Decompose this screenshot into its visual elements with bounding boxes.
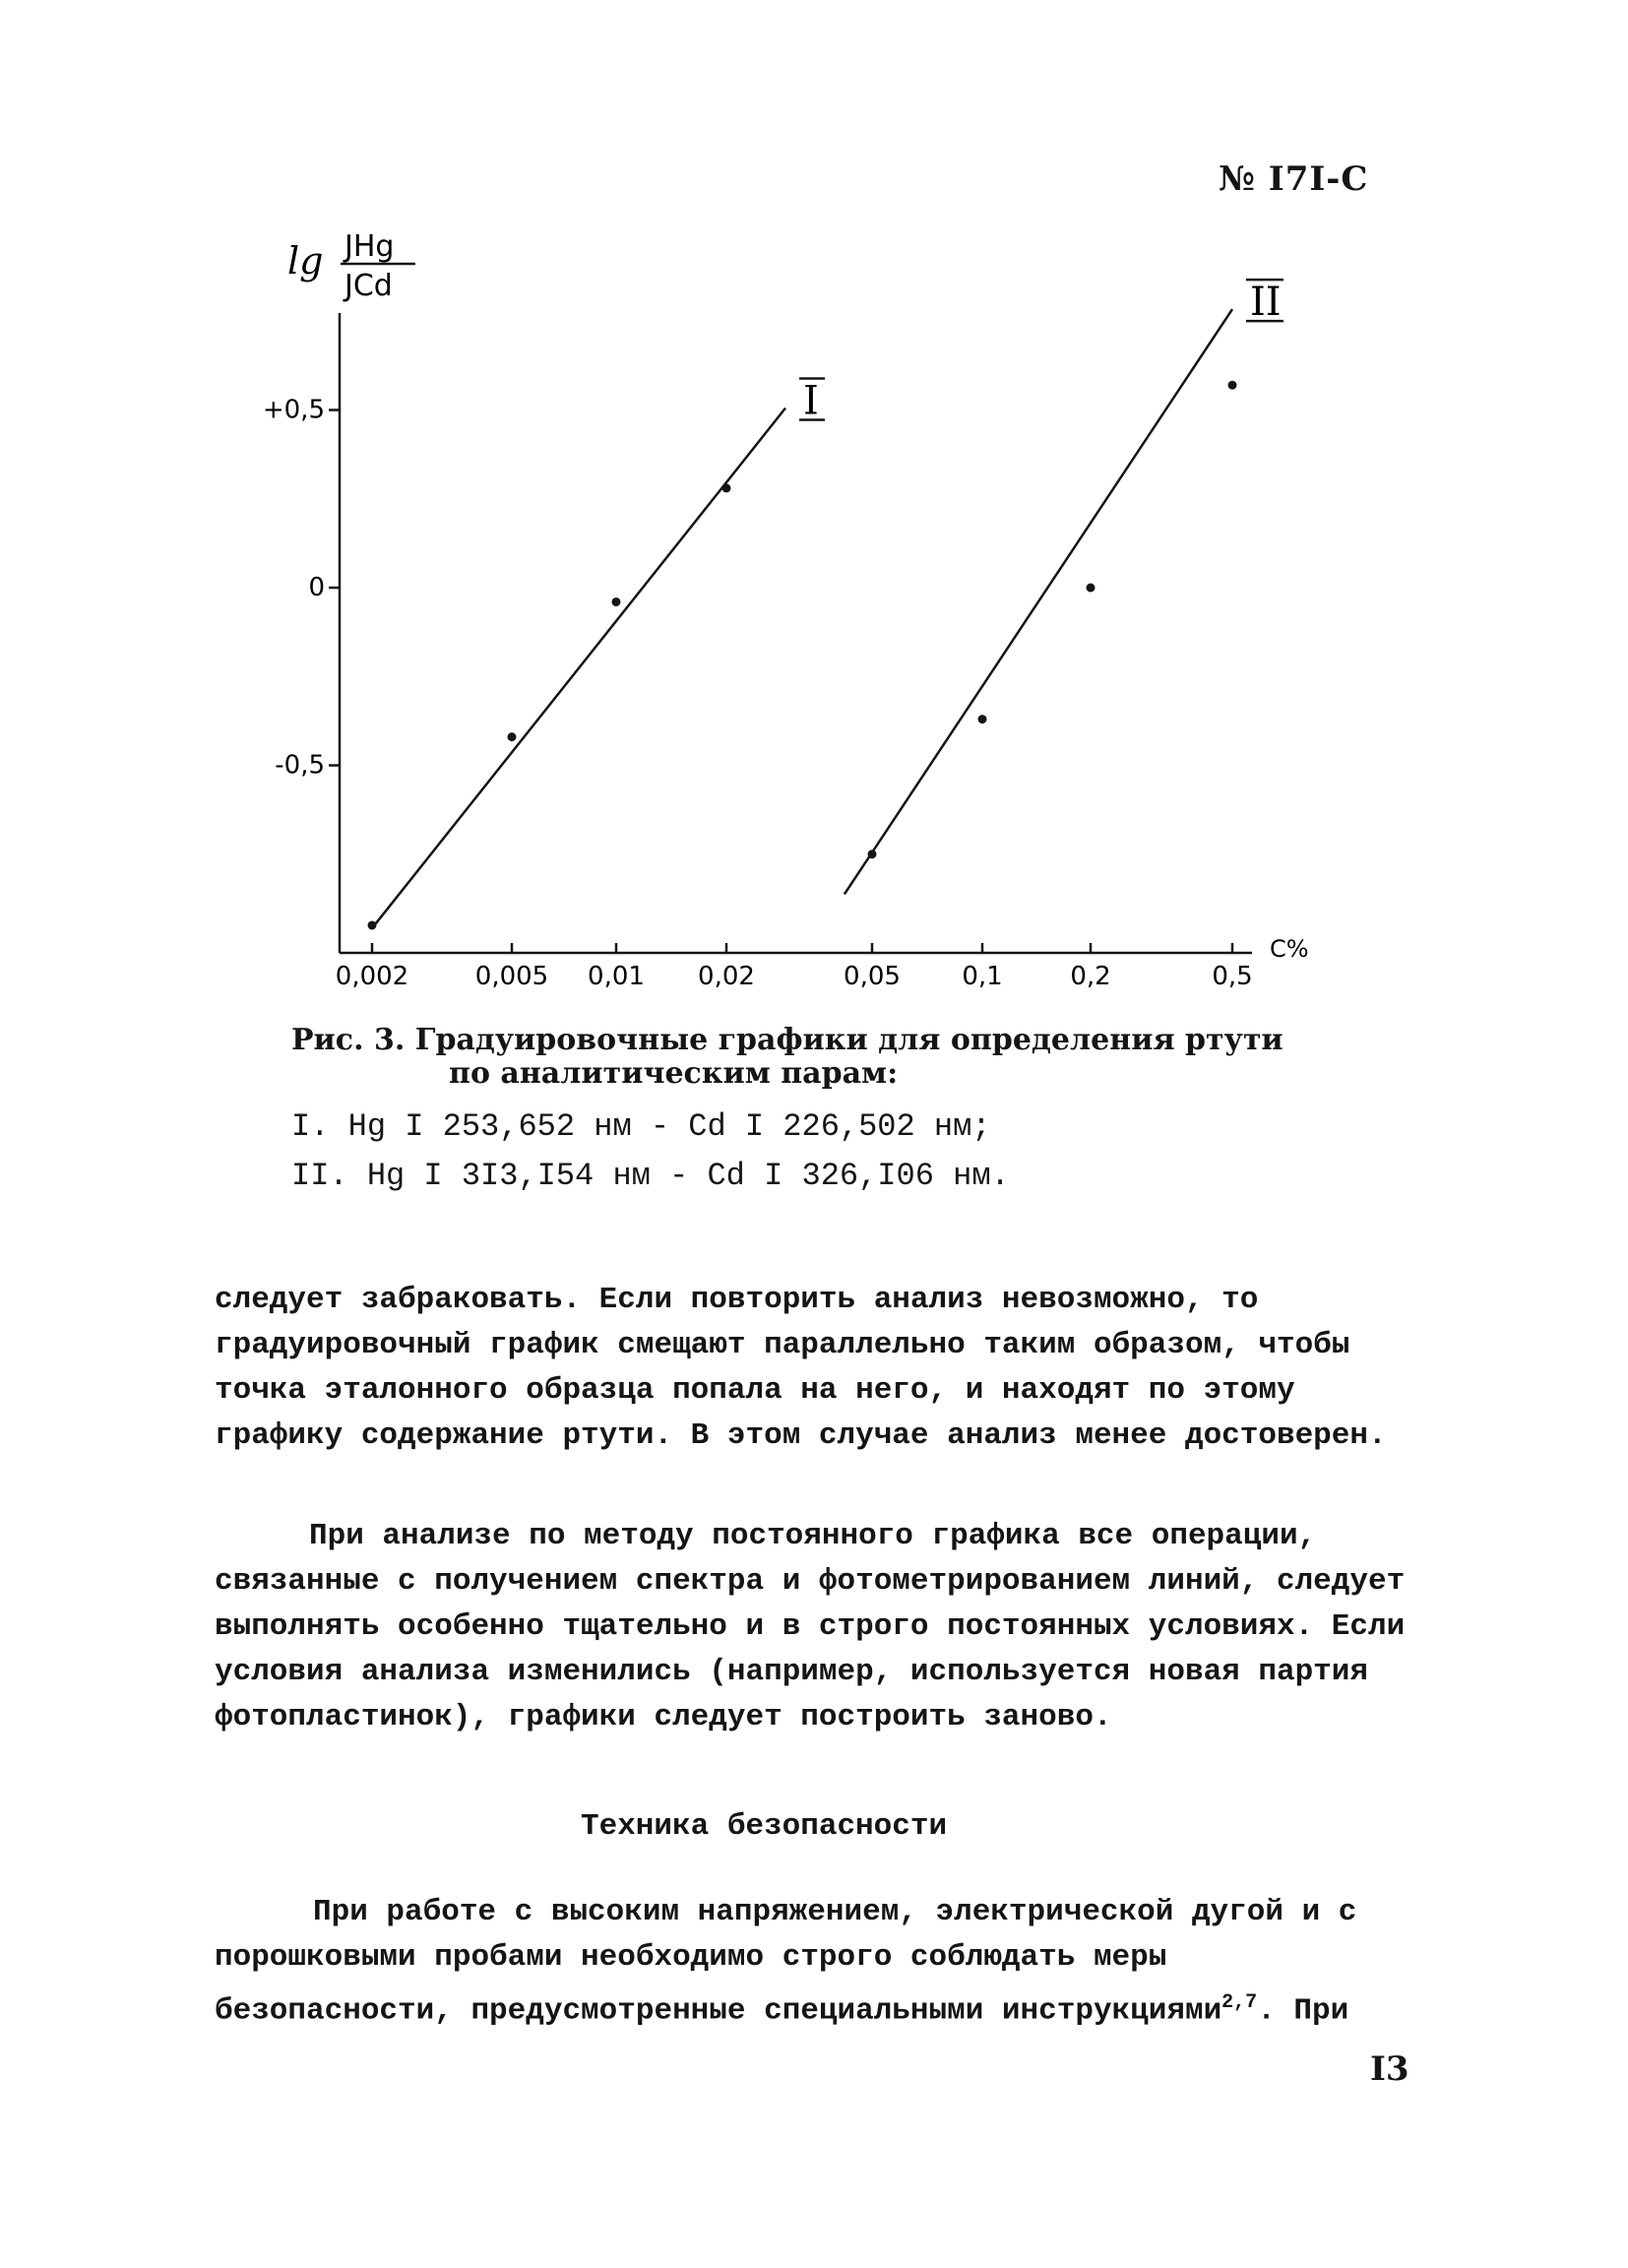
y-tick-label: +0,5 (262, 395, 325, 425)
series-I-point (368, 920, 377, 929)
paragraph-3 (215, 1890, 1415, 2034)
series-II-line (845, 309, 1232, 894)
x-tick-label: 0,02 (698, 962, 755, 991)
y-tick-label: 0 (308, 573, 325, 602)
y-tick-label: -0,5 (275, 750, 325, 781)
calibration-chart (0, 0, 1628, 1024)
figure-caption (291, 1024, 1284, 1091)
document-number: № I7I-C (1219, 159, 1369, 199)
caption-subtitle: по аналитическим парам: (449, 1056, 899, 1091)
series-II-label: II (1250, 280, 1282, 326)
section-heading: Техника безопасности (581, 1809, 948, 1844)
analytical-pairs (291, 1102, 1010, 1201)
series-I-point (722, 483, 731, 492)
series-I-label: I (803, 378, 819, 424)
series-II-point (978, 715, 987, 724)
series-I-point (612, 598, 621, 606)
paragraph-3-text: При работе с высоким напряжением, электрической дугой и с порошковыми пробами необходимо строго соблюдать меры безопасности, предусмотренные специальными инструкциями (215, 1895, 1357, 2029)
series-II-point (1087, 584, 1096, 593)
paragraph-2 (215, 1514, 1415, 1740)
caption-title: Рис. 3. Градуировочные графики для определения ртути (291, 1023, 1284, 1057)
paragraph-1 (215, 1278, 1415, 1459)
footnote-ref: 2,7 (1221, 1991, 1258, 2014)
x-tick-label: 0,05 (844, 962, 901, 991)
x-tick-label: 0,002 (335, 962, 409, 991)
paragraph-1-text: следует забраковать. Если повторить анализ невозможно, то градуировочный график смещают параллельно таким образом, чтобы точка эталонного образца попала на него, и находят по этому графику содержание ртути. В этом случае анализ менее достоверен. (215, 1283, 1387, 1453)
series-II-point (1228, 381, 1237, 390)
pair-1: I. Hg I 253,652 нм - Cd I 226,502 нм; (291, 1108, 991, 1145)
paragraph-2-text: При анализе по методу постоянного графика все операции, связанные с получением спектра и фотометрированием линий, следует выполнять особенно тщательно и в строго постоянных условиях. Если условия анализа изменились (например, используется новая партия фотопластинок), графики следует построить заново. (215, 1519, 1406, 1734)
series-I-point (508, 732, 517, 741)
y-label-numerator: JHg (344, 229, 395, 264)
x-tick-label: 0,2 (1070, 962, 1111, 991)
page-number: I3 (1370, 2049, 1409, 2089)
x-axis-label: C% (1270, 935, 1309, 963)
x-tick-label: 0,5 (1212, 962, 1253, 991)
series-II-point (868, 850, 877, 858)
x-tick-label: 0,1 (962, 962, 1003, 991)
y-label-prefix: lg (287, 239, 324, 283)
x-tick-label: 0,005 (474, 962, 549, 991)
pair-2: II. Hg I 3I3,I54 нм - Cd I 326,I06 нм. (291, 1158, 1010, 1194)
x-tick-label: 0,01 (588, 962, 645, 991)
y-label-denominator: JCd (344, 269, 393, 303)
paragraph-3-tail: . При (1257, 1993, 1349, 2029)
